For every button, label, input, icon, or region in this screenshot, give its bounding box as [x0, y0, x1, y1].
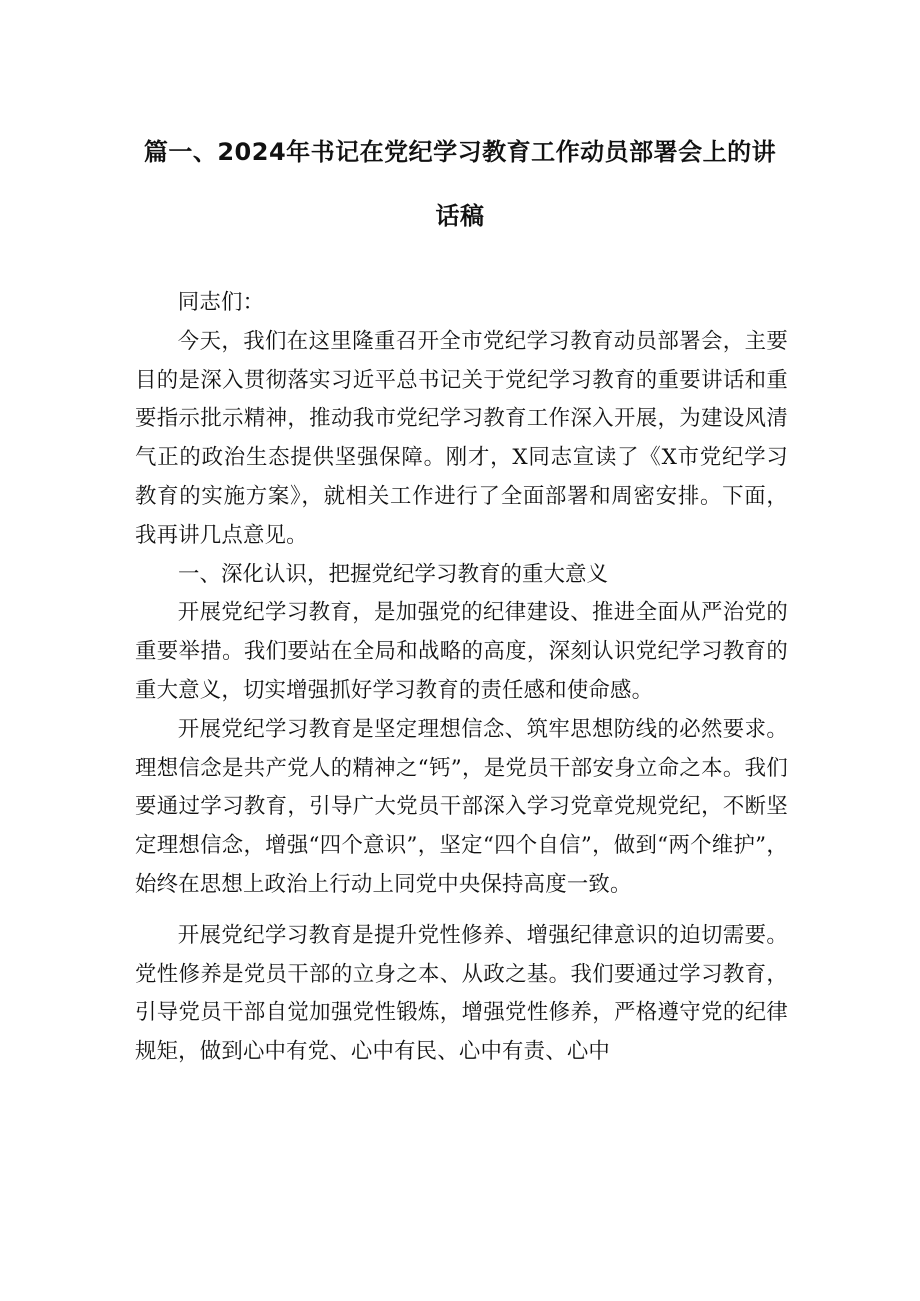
document-title-line-1: 篇一、2024年书记在党纪学习教育工作动员部署会上的讲 — [143, 138, 777, 166]
document-title-line-2: 话稿 — [435, 202, 485, 230]
section-heading: 一、深化认识，把握党纪学习教育的重大意义 — [178, 561, 609, 587]
section-paragraph: 开展党纪学习教育是提升党性修养、增强纪律意识的迫切需要。党性修养是党员干部的立身之本、从政之基。我们要通过学习教育，引导党员干部自觉加强党性锻炼，增强党性修养，严格遵守党的纪律规矩，做到心中有党、心中有民、心中有责、心中 — [135, 922, 788, 1065]
document-body — [135, 284, 788, 1072]
greeting: 同志们： — [177, 290, 265, 315]
section-paragraph: 开展党纪学习教育是坚定理想信念、筑牢思想防线的必然要求。理想信念是共产党人的精神之“钙”，是党员干部安身立命之本。我们要通过学习教育，引导广大党员干部深入学习党章党规党纪，不断坚定理想信念，增强“四个意识”，坚定“四个自信”，做到“两个维护”，始终在思想上政治上行动上同党中央保持高度一致。 — [135, 716, 788, 897]
opening-paragraph: 今天，我们在这里隆重召开全市党纪学习教育动员部署会，主要目的是深入贯彻落实习近平总书记关于党纪学习教育的重要讲话和重要指示批示精神，推动我市党纪学习教育工作深入开展，为建设风清气正的政治生态提供坚强保障。刚才，X同志宣读了《X市党纪学习教育的实施方案》，就相关工作进行了全面部署和周密安排。下面，我再讲几点意见。 — [135, 328, 788, 548]
section-paragraph: 开展党纪学习教育，是加强党的纪律建设、推进全面从严治党的重要举措。我们要站在全局和战略的高度，深刻认识党纪学习教育的重大意义，切实增强抓好学习教育的责任感和使命感。 — [135, 600, 788, 703]
